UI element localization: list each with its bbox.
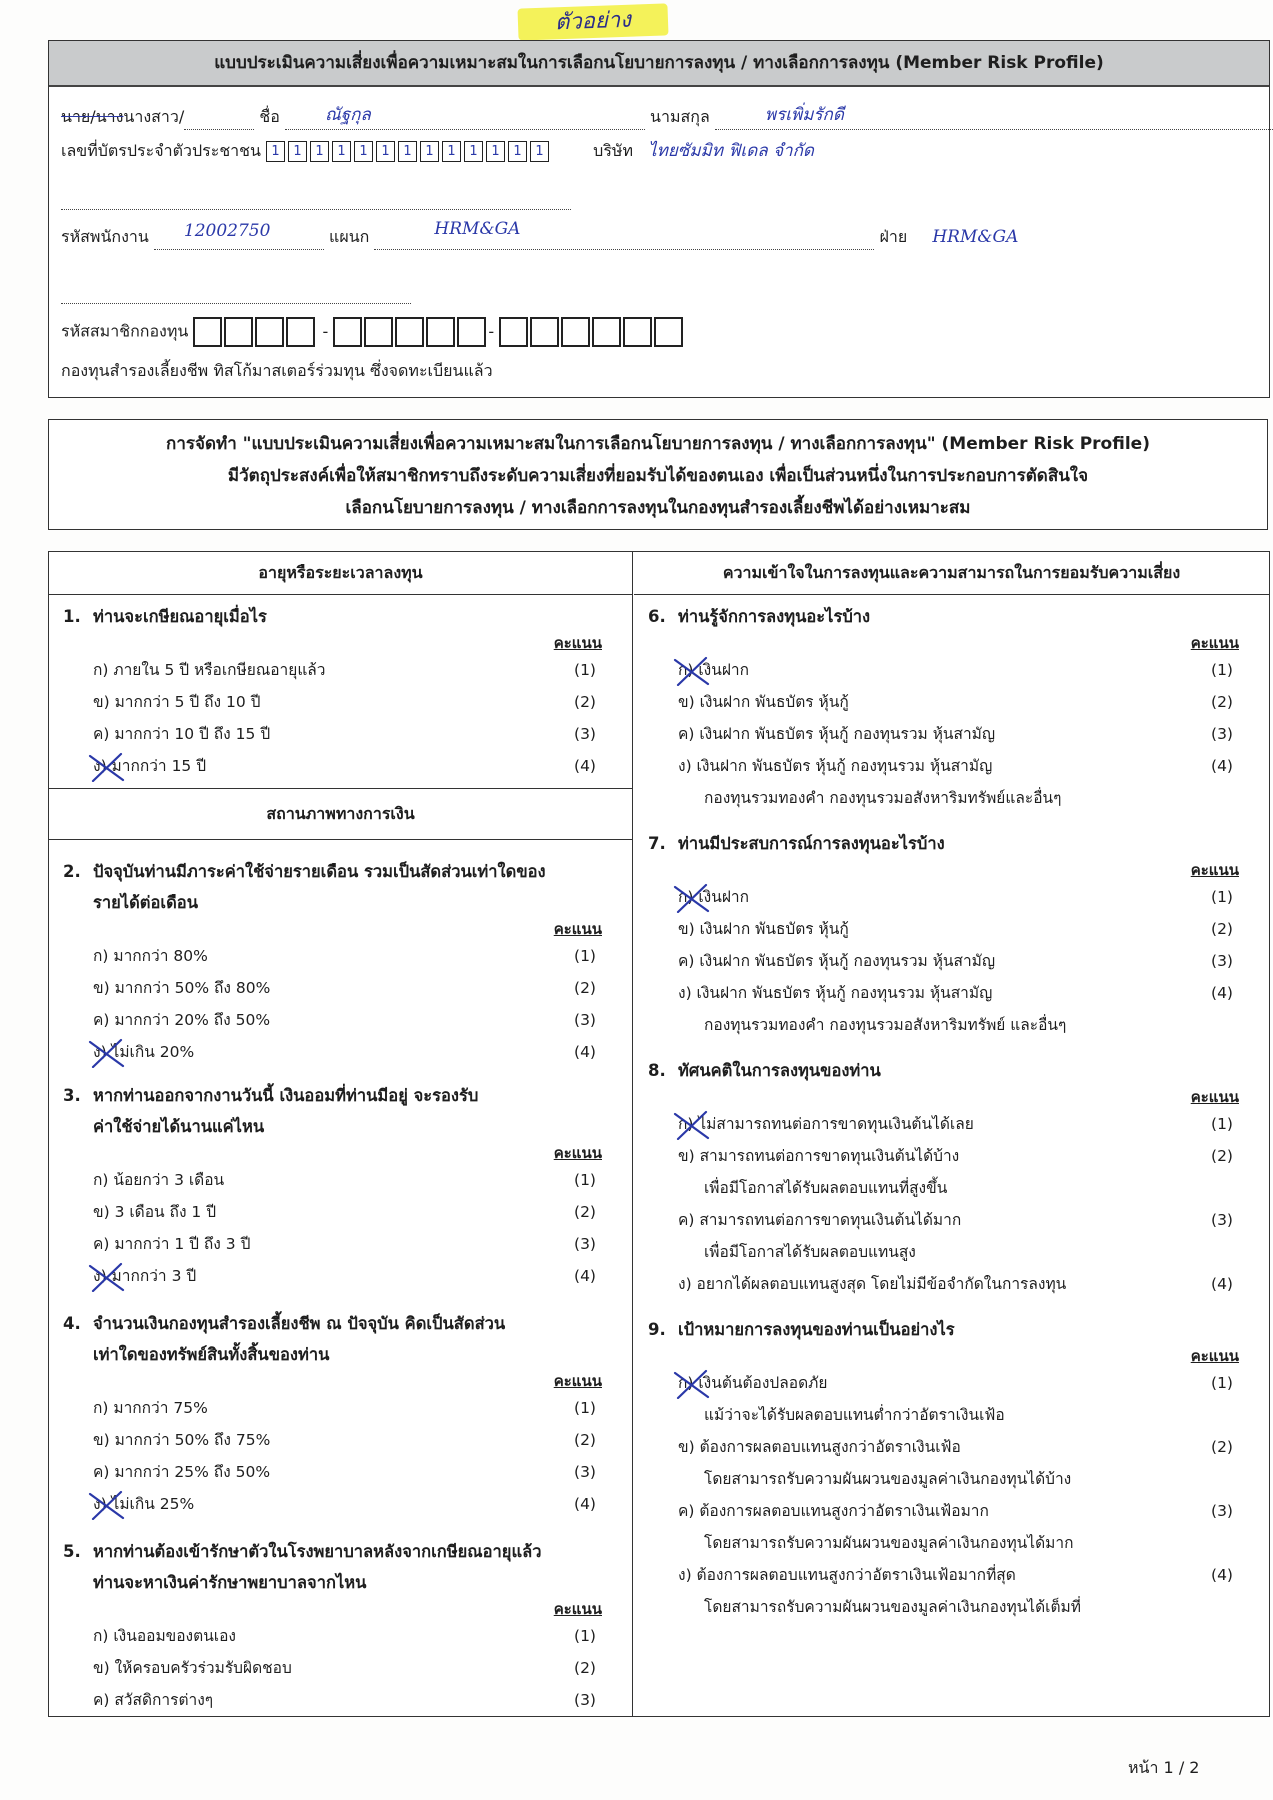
question-2 xyxy=(49,850,632,1068)
question-title xyxy=(63,1302,610,1370)
option-score: (4) xyxy=(1211,1566,1233,1584)
option-label xyxy=(93,718,560,750)
option-score: (4) xyxy=(1211,1275,1233,1293)
selected-cross-mark-icon xyxy=(672,1110,712,1140)
id-card-label: เลขที่บัตรประจำตัวประชาชน xyxy=(61,141,261,160)
first-name-value: ณัฐกุล xyxy=(324,105,371,125)
answer-option[interactable] xyxy=(63,718,610,750)
answer-option[interactable] xyxy=(648,686,1247,718)
option-text: ค) สวัสดิการต่างๆ xyxy=(93,1691,214,1709)
question-title xyxy=(63,1074,610,1142)
question-number: 6. xyxy=(648,607,666,626)
answer-option[interactable] xyxy=(63,1260,610,1292)
option-score: (3) xyxy=(1211,725,1233,743)
option-text: ค) มากกว่า 10 ปี ถึง 15 ปี xyxy=(93,725,271,743)
last-name-field[interactable] xyxy=(715,105,1273,130)
option-score: (1) xyxy=(574,661,596,679)
option-text: ค) เงินฝาก พันธบัตร หุ้นกู้ กองทุนรวม หุ้นสามัญ xyxy=(678,725,996,743)
option-label xyxy=(93,1424,560,1456)
question-title xyxy=(63,595,610,632)
question-text: จำนวนเงินกองทุนสำรองเลี้ยงชีพ ณ ปัจจุบัน คิดเป็นสัดส่วน xyxy=(93,1314,506,1333)
option-score: (1) xyxy=(574,1171,596,1189)
dotted-line xyxy=(61,193,571,210)
question-9 xyxy=(634,1308,1269,1623)
option-score: (3) xyxy=(1211,1502,1233,1520)
option-text: ง) อยากได้ผลตอบแทนสูงสุด โดยไม่มีข้อจำกัดในการลงทุน xyxy=(678,1275,1067,1293)
option-text: ง) ไม่เกิน 20% xyxy=(93,1043,195,1061)
answer-option[interactable] xyxy=(648,1268,1247,1300)
question-5 xyxy=(49,1530,632,1716)
selected-cross-mark-icon xyxy=(87,1490,127,1520)
option-score: (2) xyxy=(574,1431,596,1449)
option-score: (4) xyxy=(574,757,596,775)
last-name-value: พรเพิ่มรักดี xyxy=(764,105,844,125)
option-text: ง) มากกว่า 3 ปี xyxy=(93,1267,197,1285)
option-text: ง) ต้องการผลตอบแทนสูงกว่าอัตราเงินเฟ้อมากที่สุด xyxy=(678,1566,1016,1584)
score-column-label: คะแนน xyxy=(1190,1088,1239,1106)
answer-option[interactable] xyxy=(63,1620,610,1652)
name-row xyxy=(61,105,1273,130)
member-code-label: รหัสสมาชิกกองทุน xyxy=(61,321,189,341)
answer-option[interactable] xyxy=(63,1684,610,1716)
company-value: ไทยซัมมิท ฟิเดล จำกัด xyxy=(648,141,814,161)
question-text: ท่านมีประสบการณ์การลงทุนอะไรบ้าง xyxy=(678,834,945,853)
option-label xyxy=(93,1196,560,1228)
question-number: 5. xyxy=(63,1542,81,1561)
page-number: หน้า 1 / 2 xyxy=(1128,1758,1200,1777)
answer-option[interactable] xyxy=(63,1652,610,1684)
answer-option[interactable] xyxy=(63,686,610,718)
option-text: ก) เงินฝาก xyxy=(678,661,749,679)
question-number: 8. xyxy=(648,1061,666,1080)
option-text: ข) มากกว่า 50% ถึง 75% xyxy=(93,1431,271,1449)
answer-option[interactable] xyxy=(648,1367,1247,1431)
employee-id-value: 12002750 xyxy=(183,221,271,241)
questionnaire xyxy=(48,551,1270,1717)
score-column-label: คะแนน xyxy=(1190,861,1239,879)
option-text: ค) สามารถทนต่อการขาดทุนเงินต้นได้มาก xyxy=(678,1211,962,1229)
financial-status-heading: สถานภาพทางการเงิน xyxy=(49,788,632,840)
option-text: ง) มากกว่า 15 ปี xyxy=(93,757,207,775)
option-score: (1) xyxy=(1211,1374,1233,1392)
option-label xyxy=(93,750,560,782)
id-company-row xyxy=(61,137,814,164)
answer-option[interactable] xyxy=(63,972,610,1004)
left-column-heading: อายุหรือระยะเวลาลงทุน xyxy=(49,552,632,595)
dotted-line xyxy=(61,287,411,304)
id-card-field[interactable] xyxy=(266,141,552,160)
question-text: หากท่านต้องเข้ารักษาตัวในโรงพยาบาลหลังจากเกษียณอายุแล้ว xyxy=(93,1542,542,1561)
question-text: ท่านจะเกษียณอายุเมื่อไร xyxy=(93,607,267,626)
employee-id-label: รหัสพนักงาน xyxy=(61,227,149,246)
option-text: ก) น้อยกว่า 3 เดือน xyxy=(93,1171,225,1189)
title-prefix-struck: นาย/นาง xyxy=(61,107,124,126)
score-column-label: คะแนน xyxy=(1190,634,1239,652)
question-title xyxy=(63,1530,610,1598)
option-score: (4) xyxy=(1211,757,1233,775)
option-score: (4) xyxy=(574,1267,596,1285)
option-score: (1) xyxy=(574,1399,596,1417)
option-score: (4) xyxy=(574,1495,596,1513)
option-text: ข) มากกว่า 50% ถึง 80% xyxy=(93,979,271,997)
score-column-label: คะแนน xyxy=(553,634,602,652)
option-text: ก) เงินต้นต้องปลอดภัย xyxy=(678,1374,828,1392)
answer-option[interactable] xyxy=(648,913,1247,945)
option-label xyxy=(678,881,1197,913)
option-label xyxy=(678,1108,1197,1140)
answer-option[interactable] xyxy=(648,977,1247,1041)
selected-cross-mark-icon xyxy=(87,1262,127,1292)
option-text: ค) มากกว่า 1 ปี ถึง 3 ปี xyxy=(93,1235,251,1253)
option-text: โดยสามารถรับความผันผวนของมูลค่าเงินกองทุนได้บ้าง xyxy=(704,1470,1072,1488)
right-column-heading: ความเข้าใจในการลงทุนและความสามารถในการยอมรับความเสี่ยง xyxy=(634,552,1269,595)
question-text: รายได้ต่อเดือน xyxy=(93,893,198,912)
option-text: โดยสามารถรับความผันผวนของมูลค่าเงินกองทุนได้เต็มที่ xyxy=(704,1598,1081,1616)
selected-cross-mark-icon xyxy=(672,656,712,686)
intro-line: มีวัตถุประสงค์เพื่อให้สมาชิกทราบถึงระดับความเสี่ยงที่ยอมรับได้ของตนเอง เพื่อเป็นส่วนหนึ่งในการประกอบการตัดสินใจ xyxy=(227,466,1089,486)
option-label xyxy=(678,1431,1197,1495)
option-text: ง) เงินฝาก พันธบัตร หุ้นกู้ กองทุนรวม หุ้นสามัญ xyxy=(678,757,993,775)
option-score: (1) xyxy=(1211,1115,1233,1133)
question-text: เป้าหมายการลงทุนของท่านเป็นอย่างไร xyxy=(678,1320,955,1339)
fund-name: กองทุนสำรองเลี้ยงชีพ ทิสโก้มาสเตอร์ร่วมทุน ซึ่งจดทะเบียนแล้ว xyxy=(61,361,493,380)
option-label xyxy=(678,1204,1197,1268)
answer-option[interactable] xyxy=(63,940,610,972)
option-label xyxy=(678,1268,1197,1300)
answer-option[interactable] xyxy=(63,1036,610,1068)
division-label: ฝ่าย xyxy=(879,227,908,246)
first-name-label: ชื่อ xyxy=(259,107,280,126)
id-digit-box[interactable]: 1 xyxy=(398,141,417,162)
example-stamp: ตัวอย่าง xyxy=(517,3,668,40)
id-digit-box[interactable]: 1 xyxy=(530,141,549,162)
member-code-field[interactable]: - - xyxy=(193,322,685,341)
intro-section xyxy=(48,419,1268,530)
option-score: (2) xyxy=(1211,920,1233,938)
option-text: ง) เงินฝาก พันธบัตร หุ้นกู้ กองทุนรวม หุ้นสามัญ xyxy=(678,984,993,1002)
first-name-field[interactable] xyxy=(285,105,645,130)
option-score: (1) xyxy=(574,947,596,965)
option-score: (2) xyxy=(574,1659,596,1677)
option-label xyxy=(678,1495,1197,1559)
question-1 xyxy=(49,595,632,782)
option-score: (4) xyxy=(574,1043,596,1061)
score-column-label: คะแนน xyxy=(553,1372,602,1390)
option-text: เพื่อมีโอกาสได้รับผลตอบแทนสูง xyxy=(704,1243,916,1261)
answer-option[interactable] xyxy=(648,1495,1247,1559)
option-label xyxy=(678,654,1197,686)
department-field[interactable] xyxy=(374,219,874,250)
option-label xyxy=(93,1620,560,1652)
option-label xyxy=(93,1004,560,1036)
option-text: ข) ให้ครอบครัวร่วมรับผิดชอบ xyxy=(93,1659,292,1677)
question-title xyxy=(648,1308,1247,1345)
answer-option[interactable] xyxy=(648,750,1247,814)
id-digit-box[interactable]: 1 xyxy=(310,141,329,162)
id-digit-box[interactable]: 1 xyxy=(354,141,373,162)
option-text: ข) มากกว่า 5 ปี ถึง 10 ปี xyxy=(93,693,261,711)
selected-cross-mark-icon xyxy=(672,1369,712,1399)
answer-option[interactable] xyxy=(63,654,610,686)
option-text: ข) 3 เดือน ถึง 1 ปี xyxy=(93,1203,217,1221)
company-label: บริษัท xyxy=(593,141,633,160)
question-3 xyxy=(49,1074,632,1292)
option-text: ค) มากกว่า 20% ถึง 50% xyxy=(93,1011,271,1029)
option-label xyxy=(93,1392,560,1424)
option-label xyxy=(678,1367,1197,1431)
option-text: กองทุนรวมทองคำ กองทุนรวมอสังหาริมทรัพย์ และอื่นๆ xyxy=(704,1016,1067,1034)
option-label xyxy=(93,1164,560,1196)
option-score: (2) xyxy=(574,1203,596,1221)
question-number: 9. xyxy=(648,1320,666,1339)
question-title xyxy=(63,850,610,918)
option-label xyxy=(93,1488,560,1520)
option-text: ก) ภายใน 5 ปี หรือเกษียณอายุแล้ว xyxy=(93,661,326,679)
option-score: (2) xyxy=(574,693,596,711)
id-digit-box[interactable]: 1 xyxy=(376,141,395,162)
id-digit-box[interactable]: 1 xyxy=(266,141,285,162)
title-prefix: นางสาว/ xyxy=(123,107,185,126)
member-code-row xyxy=(61,317,685,347)
id-digit-box[interactable]: 1 xyxy=(288,141,307,162)
option-text: ค) มากกว่า 25% ถึง 50% xyxy=(93,1463,271,1481)
option-label xyxy=(678,718,1197,750)
answer-option[interactable] xyxy=(648,654,1247,686)
option-text: ก) ไม่สามารถทนต่อการขาดทุนเงินต้นได้เลย xyxy=(678,1115,974,1133)
department-label: แผนก xyxy=(329,227,370,246)
question-number: 7. xyxy=(648,834,666,853)
answer-option[interactable] xyxy=(63,1424,610,1456)
option-text: ข) ต้องการผลตอบแทนสูงกว่าอัตราเงินเฟ้อ xyxy=(678,1438,961,1456)
id-digit-box[interactable]: 1 xyxy=(332,141,351,162)
selected-cross-mark-icon xyxy=(87,1038,127,1068)
answer-option[interactable] xyxy=(63,1392,610,1424)
answer-option[interactable] xyxy=(63,1488,610,1520)
employee-row xyxy=(61,219,1019,250)
selected-cross-mark-icon xyxy=(672,883,712,913)
option-label xyxy=(93,1228,560,1260)
option-label xyxy=(93,1036,560,1068)
option-score: (2) xyxy=(1211,1438,1233,1456)
option-score: (2) xyxy=(1211,1147,1233,1165)
option-score: (3) xyxy=(574,1011,596,1029)
answer-option[interactable] xyxy=(648,881,1247,913)
question-title xyxy=(648,595,1247,632)
option-text: กองทุนรวมทองคำ กองทุนรวมอสังหาริมทรัพย์และอื่นๆ xyxy=(704,789,1062,807)
question-text: ท่านรู้จักการลงทุนอะไรบ้าง xyxy=(678,607,871,626)
answer-option[interactable] xyxy=(63,1164,610,1196)
option-text: เพื่อมีโอกาสได้รับผลตอบแทนที่สูงขึ้น xyxy=(704,1179,948,1197)
answer-option[interactable] xyxy=(63,1196,610,1228)
option-text: ก) เงินออมของตนเอง xyxy=(93,1627,236,1645)
question-title xyxy=(648,1049,1247,1086)
answer-option[interactable] xyxy=(648,1204,1247,1268)
option-label xyxy=(678,1559,1197,1623)
option-label xyxy=(678,977,1197,1041)
question-text: ปัจจุบันท่านมีภาระค่าใช้จ่ายรายเดือน รวมเป็นสัดส่วนเท่าใดของ xyxy=(93,862,546,881)
question-4 xyxy=(49,1302,632,1520)
option-text: ก) มากกว่า 80% xyxy=(93,947,208,965)
score-column-label: คะแนน xyxy=(553,920,602,938)
option-score: (1) xyxy=(1211,888,1233,906)
question-text: ท่านจะหาเงินค่ารักษาพยาบาลจากไหน xyxy=(93,1573,367,1592)
option-score: (1) xyxy=(574,1627,596,1645)
option-label xyxy=(93,686,560,718)
division-value: HRM&GA xyxy=(932,227,1019,247)
option-score: (2) xyxy=(574,979,596,997)
option-label xyxy=(678,750,1197,814)
option-label xyxy=(678,945,1197,977)
question-number: 4. xyxy=(63,1314,81,1333)
question-8 xyxy=(634,1049,1269,1300)
option-text: ง) ไม่เกิน 25% xyxy=(93,1495,195,1513)
score-column-label: คะแนน xyxy=(553,1600,602,1618)
selected-cross-mark-icon xyxy=(87,752,127,782)
left-column xyxy=(49,552,633,1716)
id-digit-box[interactable]: 1 xyxy=(508,141,527,162)
option-label xyxy=(93,940,560,972)
answer-option[interactable] xyxy=(648,1140,1247,1204)
option-label xyxy=(93,1684,560,1716)
id-digit-box[interactable]: 1 xyxy=(420,141,439,162)
question-6 xyxy=(634,595,1269,814)
option-label xyxy=(678,913,1197,945)
option-text: ข) เงินฝาก พันธบัตร หุ้นกู้ xyxy=(678,920,849,938)
answer-option[interactable] xyxy=(648,1108,1247,1140)
option-label xyxy=(93,1260,560,1292)
answer-option[interactable] xyxy=(63,1456,610,1488)
right-column xyxy=(634,552,1269,1716)
option-score: (3) xyxy=(574,1463,596,1481)
id-digit-box[interactable]: 1 xyxy=(464,141,483,162)
option-label xyxy=(678,686,1197,718)
question-7 xyxy=(634,822,1269,1041)
question-text: เท่าใดของทรัพย์สินทั้งสิ้นของท่าน xyxy=(93,1345,330,1364)
intro-line: เลือกนโยบายการลงทุน / ทางเลือกการลงทุนในกองทุนสำรองเลี้ยงชีพได้อย่างเหมาะสม xyxy=(345,498,971,518)
member-info-section xyxy=(48,40,1270,398)
question-text: ทัศนคติในการลงทุนของท่าน xyxy=(678,1061,881,1080)
option-label xyxy=(93,1456,560,1488)
option-text: ก) เงินฝาก xyxy=(678,888,749,906)
question-number: 1. xyxy=(63,607,81,626)
department-value: HRM&GA xyxy=(434,219,521,239)
option-text: ค) ต้องการผลตอบแทนสูงกว่าอัตราเงินเฟ้อมาก xyxy=(678,1502,989,1520)
answer-option[interactable] xyxy=(648,718,1247,750)
question-number: 2. xyxy=(63,862,81,881)
last-name-label: นามสกุล xyxy=(650,107,710,126)
option-label xyxy=(93,1652,560,1684)
option-score: (3) xyxy=(574,725,596,743)
employee-id-field[interactable] xyxy=(154,221,324,250)
option-text: ข) สามารถทนต่อการขาดทุนเงินต้นได้บ้าง xyxy=(678,1147,960,1165)
option-text: ค) เงินฝาก พันธบัตร หุ้นกู้ กองทุนรวม หุ้นสามัญ xyxy=(678,952,996,970)
option-text: แม้ว่าจะได้รับผลตอบแทนต่ำกว่าอัตราเงินเฟ้อ xyxy=(704,1406,1005,1424)
option-score: (3) xyxy=(1211,1211,1233,1229)
option-text: ข) เงินฝาก พันธบัตร หุ้นกู้ xyxy=(678,693,849,711)
option-label xyxy=(678,1140,1197,1204)
answer-option[interactable] xyxy=(648,945,1247,977)
answer-option[interactable] xyxy=(63,750,610,782)
answer-option[interactable] xyxy=(63,1228,610,1260)
option-score: (1) xyxy=(1211,661,1233,679)
score-column-label: คะแนน xyxy=(553,1144,602,1162)
id-digit-box[interactable]: 1 xyxy=(486,141,505,162)
question-title xyxy=(648,822,1247,859)
id-digit-box[interactable]: 1 xyxy=(442,141,461,162)
score-column-label: คะแนน xyxy=(1190,1347,1239,1365)
option-score: (3) xyxy=(574,1691,596,1709)
intro-line: การจัดทำ "แบบประเมินความเสี่ยงเพื่อความเหมาะสมในการเลือกนโยบายการลงทุน / ทางเลือกการลงทุน" (Member Risk Profile) xyxy=(166,434,1150,454)
option-text: โดยสามารถรับความผันผวนของมูลค่าเงินกองทุนได้มาก xyxy=(704,1534,1074,1552)
option-label xyxy=(93,654,560,686)
option-text: ก) มากกว่า 75% xyxy=(93,1399,208,1417)
form-title: แบบประเมินความเสี่ยงเพื่อความเหมาะสมในการเลือกนโยบายการลงทุน / ทางเลือกการลงทุน (Member Risk Profile) xyxy=(49,41,1269,87)
option-score: (3) xyxy=(574,1235,596,1253)
question-number: 3. xyxy=(63,1086,81,1105)
question-text: หากท่านออกจากงานวันนี้ เงินออมที่ท่านมีอยู่ จะรองรับ xyxy=(93,1086,479,1105)
option-label xyxy=(93,972,560,1004)
question-text: ค่าใช้จ่ายได้นานแค่ไหน xyxy=(93,1117,265,1136)
option-score: (4) xyxy=(1211,984,1233,1002)
answer-option[interactable] xyxy=(63,1004,610,1036)
option-score: (2) xyxy=(1211,693,1233,711)
option-score: (3) xyxy=(1211,952,1233,970)
answer-option[interactable] xyxy=(648,1559,1247,1623)
answer-option[interactable] xyxy=(648,1431,1247,1495)
